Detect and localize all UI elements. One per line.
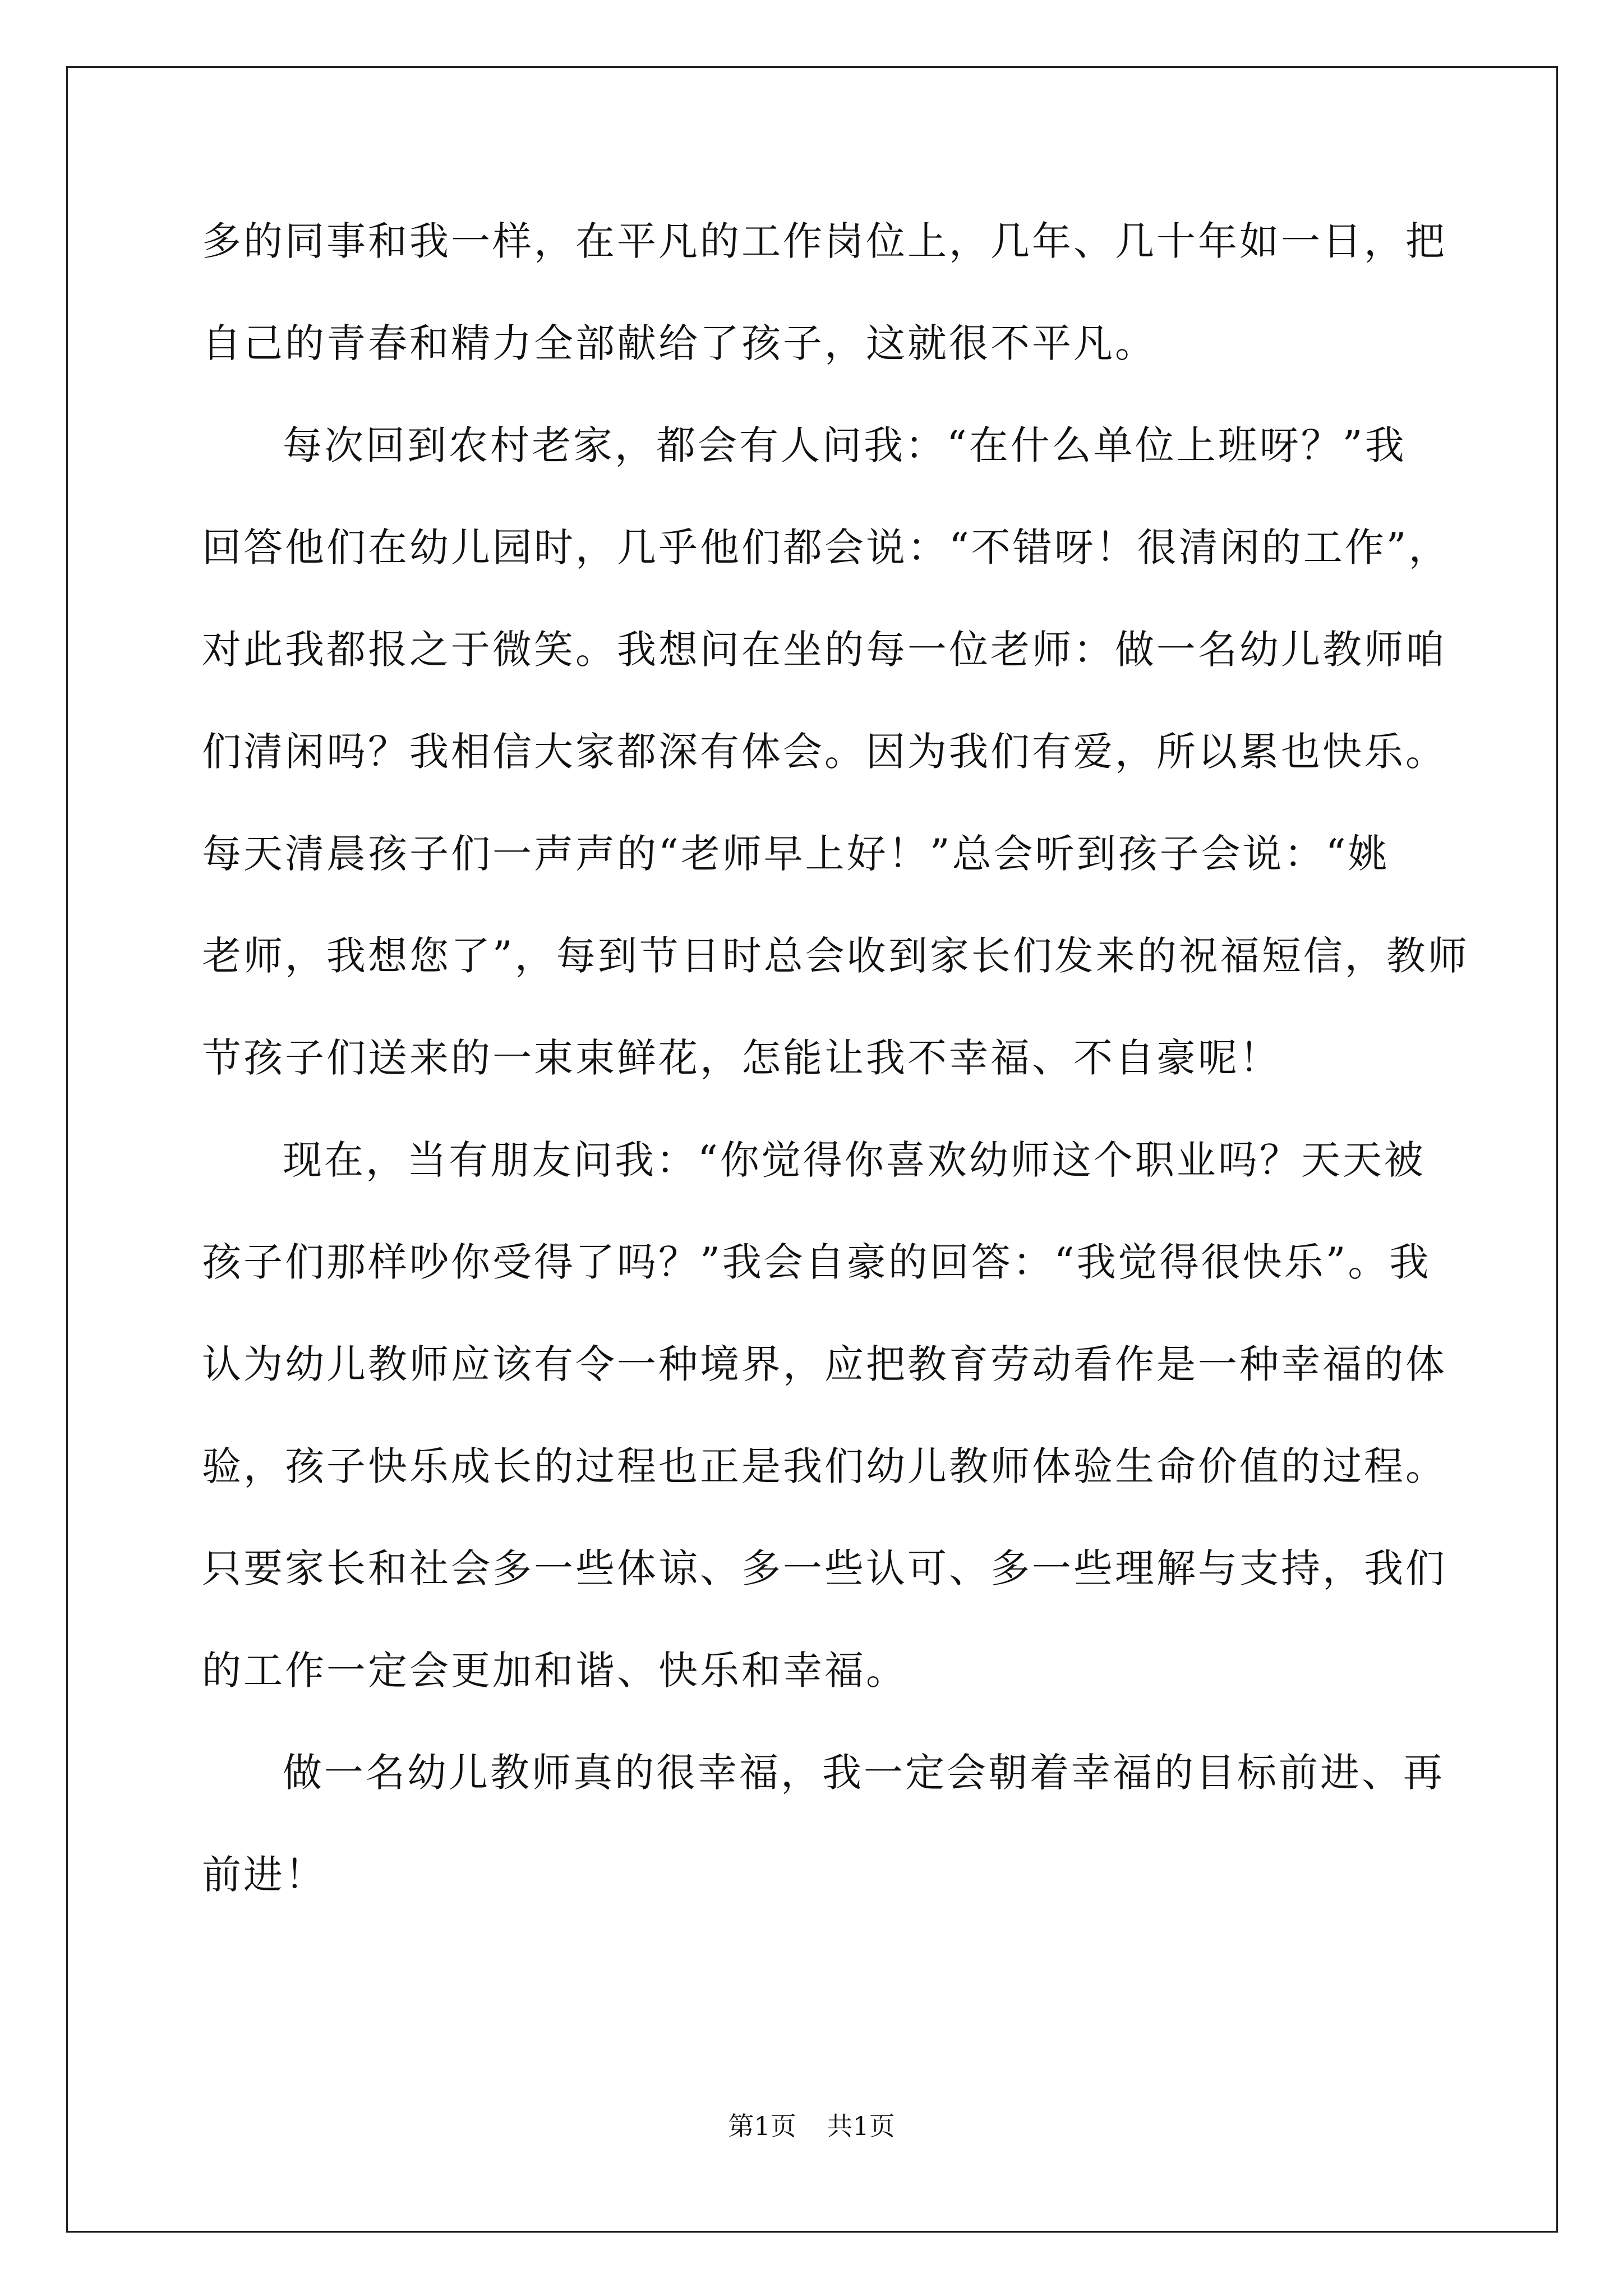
paragraph bbox=[202, 213, 1447, 417]
text-line: 节孩子们送来的一束束鲜花，怎能让我不幸福、不自豪呢！ bbox=[202, 1035, 1281, 1081]
text-line: 孩子们那样吵你受得了吗？”我会自豪的回答：“我觉得很快乐”。我 bbox=[202, 1239, 1431, 1285]
paragraph bbox=[202, 417, 1469, 1132]
text-line: 做一名幼儿教师真的很幸福，我一定会朝着幸福的目标前进、再 bbox=[283, 1750, 1445, 1796]
text-line: 认为幼儿教师应该有令一种境界，应把教育劳动看作是一种幸福的体 bbox=[202, 1341, 1447, 1387]
text-line: 的工作一定会更加和谐、快乐和幸福。 bbox=[202, 1648, 907, 1694]
text-line: 每天清晨孩子们一声声的“老师早上好！”总会听到孩子会说：“姚 bbox=[202, 831, 1390, 877]
text-line: 只要家长和社会多一些体谅、多一些认可、多一些理解与支持，我们 bbox=[202, 1545, 1447, 1591]
page-number: 第1页 bbox=[728, 2111, 796, 2141]
text-line: 前进！ bbox=[202, 1852, 326, 1898]
document-body bbox=[202, 213, 1469, 1949]
text-line: 现在，当有朋友问我：“你觉得你喜欢幼师这个职业吗？天天被 bbox=[283, 1137, 1426, 1183]
paragraph bbox=[202, 1745, 1445, 1949]
paragraph bbox=[202, 1132, 1447, 1745]
text-line: 验，孩子快乐成长的过程也正是我们幼儿教师体验生命价值的过程。 bbox=[202, 1443, 1447, 1489]
text-line: 回答他们在幼儿园时，几乎他们都会说：“不错呀！很清闲的工作”， bbox=[202, 524, 1450, 570]
text-line: 们清闲吗？我相信大家都深有体会。因为我们有爱，所以累也快乐。 bbox=[202, 729, 1447, 775]
text-line: 对此我都报之于微笑。我想问在坐的每一位老师：做一名幼儿教师咱 bbox=[202, 627, 1447, 673]
text-line: 每次回到农村老家，都会有人问我：“在什么单位上班呀？”我 bbox=[283, 422, 1407, 468]
text-line: 自己的青春和精力全部献给了孩子，这就很不平凡。 bbox=[202, 320, 1156, 366]
text-line: 多的同事和我一样，在平凡的工作岗位上，几年、几十年如一日，把 bbox=[202, 218, 1447, 264]
page-total: 共1页 bbox=[827, 2111, 895, 2141]
text-line: 老师，我想您了”，每到节日时总会收到家长们发来的祝福短信，教师 bbox=[202, 933, 1469, 979]
page-footer bbox=[0, 2109, 1623, 2143]
